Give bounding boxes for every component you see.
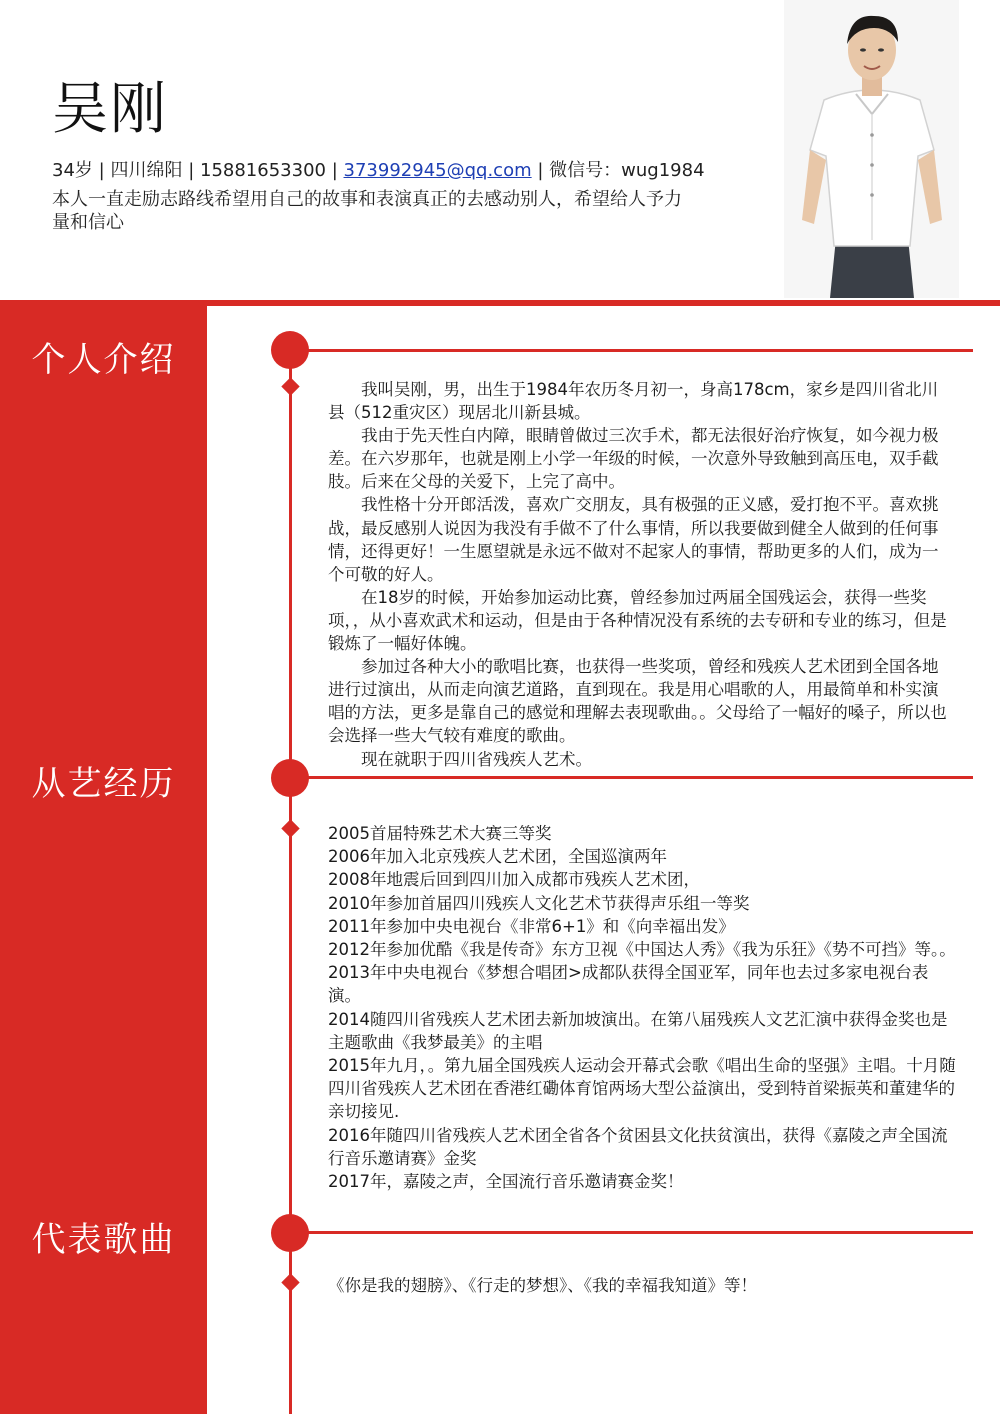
career-item: 2017年，嘉陵之声，全国流行音乐邀请赛金奖！	[328, 1172, 684, 1192]
age: 34岁	[52, 160, 93, 181]
songs-text: 《你是我的翅膀》、《行走的梦想》、《我的幸福我知道》等！	[328, 1276, 757, 1295]
location: 四川绵阳	[110, 160, 183, 181]
career-item: 2008年地震后回到四川加入成都市残疾人艺术团，	[328, 870, 700, 890]
timeline-line	[289, 348, 292, 1414]
separator: |	[98, 160, 105, 181]
career-item: 2006年加入北京残疾人艺术团，全国巡演两年	[328, 847, 667, 867]
intro-text	[328, 378, 953, 771]
section-rule-intro	[300, 349, 973, 352]
contact-line	[52, 158, 705, 184]
intro-paragraph: 我叫吴刚，男，出生于1984年农历冬月初一，身高178cm，家乡是四川省北川县（512重灾区）现居北川新县城。	[328, 380, 939, 423]
profile-photo	[784, 0, 959, 298]
separator: |	[331, 160, 338, 181]
career-item: 2005首届特殊艺术大赛三等奖	[328, 824, 552, 843]
career-list	[328, 822, 958, 1193]
timeline-diamond-career	[281, 819, 299, 837]
timeline-diamond-songs	[281, 1273, 299, 1291]
section-title-songs: 代表歌曲	[31, 1220, 176, 1260]
sidebar	[0, 306, 207, 1414]
timeline-diamond-intro	[281, 377, 299, 395]
separator: |	[188, 160, 195, 181]
career-item: 2010年参加首届四川残疾人文化艺术节获得声乐组一等奖	[328, 893, 750, 913]
section-rule-songs	[300, 1231, 973, 1234]
career-item: 2012年参加优酷《我是传奇》东方卫视《中国达人秀》《我为乐狂》《势不可挡》等。。	[328, 940, 956, 960]
wechat: 微信号：wug1984	[549, 160, 705, 181]
phone: 15881653300	[200, 160, 326, 181]
career-item: 2011年参加中央电视台《非常6+1》和《向幸福出发》	[328, 916, 735, 936]
email-link[interactable]: 373992945@qq.com	[343, 160, 532, 181]
intro-paragraph: 我性格十分开郎活泼，喜欢广交朋友，具有极强的正义感，爱打抱不平。喜欢挑战，最反感别人说因为我没有手做不了什么事情，所以我要做到健全人做到的任何事情，还得更好！一生愿望就是永远不做对不起家人的事情，帮助更多的人们，成为一个可敬的好人。	[328, 495, 939, 584]
intro-paragraph: 参加过各种大小的歌唱比赛，也获得一些奖项，曾经和残疾人艺术团到全国各地进行过演出，从而走向演艺道路，直到现在。我是用心唱歌的人，用最简单和朴实演唱的方法，更多是靠自己的感觉和理解去表现歌曲。。父母给了一幅好的嗓子，所以也会选择一些大气较有难度的歌曲。	[328, 657, 947, 746]
section-rule-career	[300, 776, 973, 779]
career-item: 2014随四川省残疾人艺术团去新加坡演出。在第八届残疾人文艺汇演中获得金奖也是主题歌曲《我梦最美》的主唱	[328, 1009, 948, 1052]
separator: |	[537, 160, 544, 181]
intro-paragraph: 在18岁的时候，开始参加运动比赛，曾经参加过两届全国残运会，获得一些奖项，，从小喜欢武术和运动，但是由于各种情况没有系统的去专研和专业的练习，但是锻炼了一幅好体魄。	[328, 587, 947, 654]
intro-paragraph: 我由于先天性白内障，眼睛曾做过三次手术，都无法很好治疗恢复，如今视力极差。在六岁那年，也就是刚上小学一年级的时候，一次意外导致触到高压电，双手截肢。后来在父母的关爱下，上完了高中。	[328, 426, 939, 492]
career-item: 2015年九月，。第九届全国残疾人运动会开幕式会歌《唱出生命的坚强》主唱。十月随四川省残疾人艺术团在香港红磡体育馆两场大型公益演出，受到特首梁振英和董建华的亲切接见.	[328, 1056, 956, 1122]
resume-name: 吴刚	[52, 77, 168, 142]
section-title-career: 从艺经历	[31, 764, 176, 804]
section-title-intro: 个人介绍	[31, 340, 176, 380]
person-figure-icon	[784, 0, 959, 298]
intro-paragraph: 现在就职于四川省残疾人艺术。	[361, 749, 592, 769]
career-item: 2013年中央电视台《梦想合唱团>成都队获得全国亚军，同年也去过多家电视台表演。	[328, 963, 929, 1006]
career-item: 2016年随四川省残疾人艺术团全省各个贫困县文化扶贫演出，获得《嘉陵之声全国流行音乐邀请赛》金奖	[328, 1125, 948, 1168]
motto: 本人一直走励志路线希望用自己的故事和表演真正的去感动别人，希望给人予力量和信心	[52, 189, 682, 233]
